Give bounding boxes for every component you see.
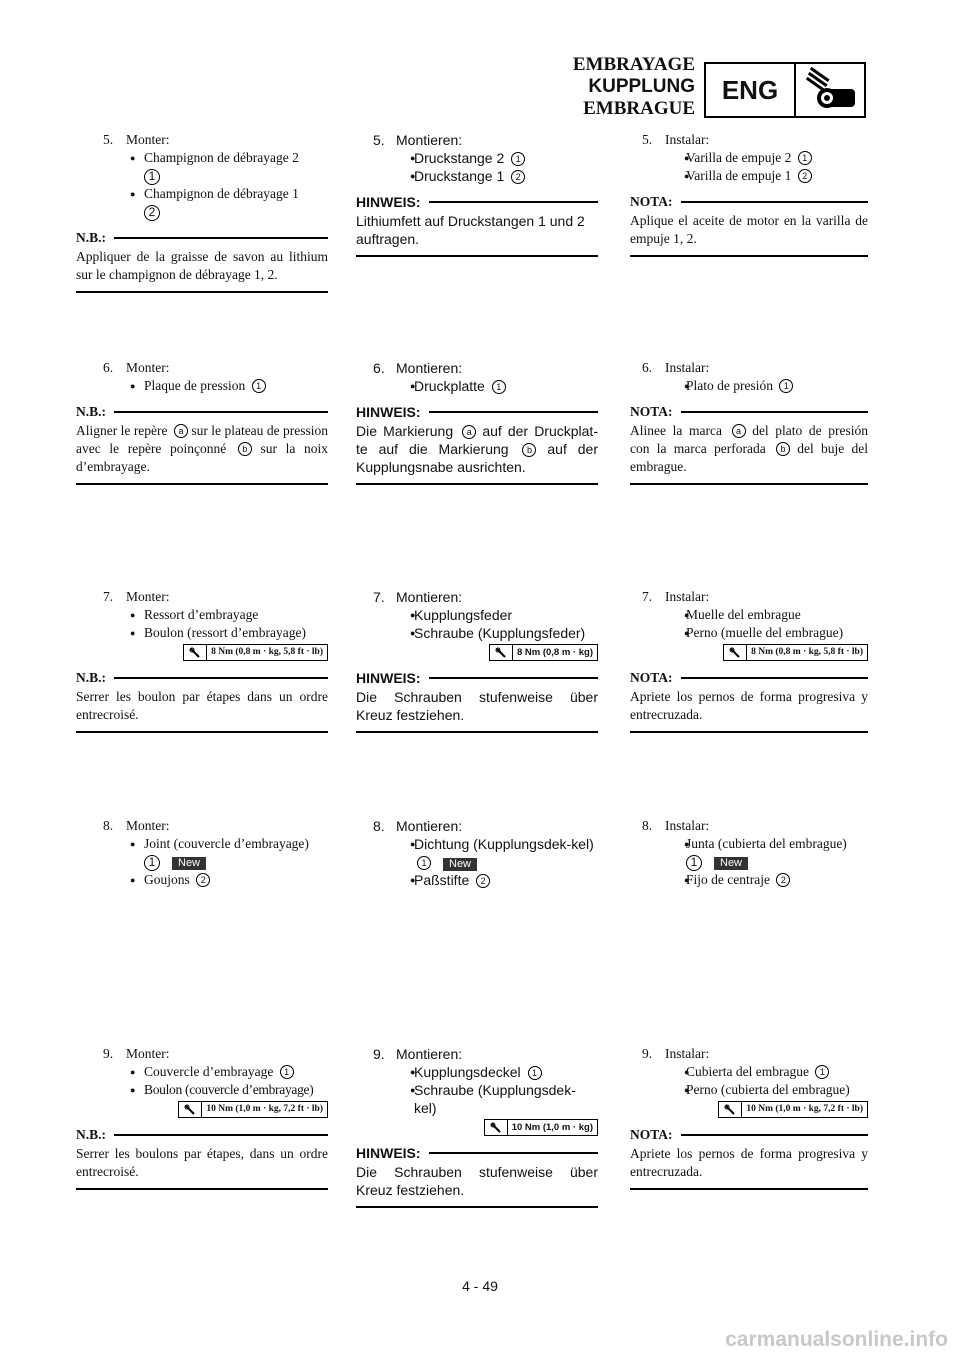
de-step-6: 6. Montieren: ● Druckplatte 1 HINWEIS: Die Markierung a auf der Druckplat-te auf die Markierung b auf der Kupplungsnabe ausrichten. <box>356 359 598 485</box>
fr-step-7: 7. Monter: ● Ressort d’embrayage ● Boulon (ressort d’embrayage) 8 Nm (0,8 m · kg, 5,8 ft · lb) N.B.: Serrer les boulon par étapes dans un ordre entrecroisé. <box>76 588 328 733</box>
wrench-icon <box>719 1102 742 1117</box>
new-badge: New <box>714 857 748 870</box>
note-text: Apriete los pernos de forma progresiva y entrecruzada. <box>630 689 868 722</box>
mark-a: a <box>732 424 746 438</box>
wrench-icon <box>490 645 513 660</box>
title-de: KUPPLUNG <box>588 76 695 97</box>
note-text: Serrer les boulons par étapes, dans un ordre entrecroisé. <box>76 1146 328 1179</box>
fr-step-6: 6. Monter: ● Plaque de pression 1 N.B.: Aligner le repère a sur le plateau de pression avec le repère poinçonné b sur la noix d’embrayage. <box>76 359 328 485</box>
es-step-5: 5. Instalar: ● Varilla de empuje 2 1 ● Varilla de empuje 1 2 NOTA: Aplique el aceite de motor en la varilla de empuje 1, 2. <box>630 131 868 257</box>
step-number: 5. <box>103 132 114 147</box>
ref-number: 1 <box>417 856 431 870</box>
title-fr: EMBRAYAGE <box>572 54 695 75</box>
list-item: ● Perno (cubierta del embrague) <box>630 1081 868 1099</box>
note-divider <box>76 483 328 485</box>
ref-number: 2 <box>144 205 160 221</box>
list-item: ● Perno (muelle del embrague) <box>630 624 868 642</box>
torque-spec: 8 Nm (0,8 m · kg) <box>356 644 598 661</box>
step-verb: Monter: <box>126 132 170 147</box>
torque-spec: 10 Nm (1,0 m · kg, 7,2 ft · lb) <box>76 1101 328 1118</box>
de-step-9: 9. Montieren: ● Kupplungsdeckel 1 ● Schraube (Kupplungsdek-kel) 10 Nm (1,0 m · kg) HINWEIS: Die Schrauben stufenweise über Kreuz festziehen. <box>356 1045 598 1208</box>
title-es: EMBRAGUE <box>583 98 695 119</box>
eng-label: ENG <box>706 64 796 116</box>
list-item: ● Muelle del embrague <box>630 606 868 624</box>
note-text: Alinee la marca a del plato de presión con la marca perforada b del buje del embrague. <box>630 423 869 474</box>
list-item: ● Couvercle d’embrayage 1 <box>76 1063 328 1081</box>
note-text: Die Markierung a auf der Druckplat-te auf die Markierung b auf der Kupplungsnabe ausrichten. <box>356 423 598 475</box>
de-step-8: 8. Montieren: ● Dichtung (Kupplungsdek-kel) 1 New ● Paßstifte 2 <box>356 817 598 889</box>
ref-number: 2 <box>196 873 210 887</box>
list-item: ● Cubierta del embrague 1 <box>630 1063 868 1081</box>
fr-step-9: 9. Monter: ● Couvercle d’embrayage 1 ● Boulon (couvercle d’embrayage) 10 Nm (1,0 m · kg, 7,2 ft · lb) N.B.: Serrer les boulons par étapes, dans un ordre entrecroisé. <box>76 1045 328 1190</box>
note-text: Apriete los pernos de forma progresiva y entrecruzada. <box>630 1146 868 1179</box>
mark-b: b <box>522 443 536 457</box>
wrench-icon <box>184 645 207 660</box>
note-header: NOTA: <box>630 1126 868 1144</box>
note-divider <box>630 255 868 257</box>
list-item: ● Druckstange 2 1 <box>356 149 598 167</box>
ref-number: 1 <box>511 152 525 166</box>
section-title <box>573 54 695 120</box>
de-step-5: 5. Montieren: ● Druckstange 2 1 ● Druckstange 1 2 HINWEIS: Lithiumfett auf Druckstangen 1 und 2 auftragen. <box>356 131 598 257</box>
note-text: Die Schrauben stufenweise über Kreuz festziehen. <box>356 689 598 723</box>
note-header: HINWEIS: <box>356 403 598 421</box>
wrench-icon <box>485 1120 508 1135</box>
note-header: N.B.: <box>76 403 328 421</box>
note-header: N.B.: <box>76 229 328 247</box>
note-header: NOTA: <box>630 403 868 421</box>
list-item: ● Champignon de débrayage 1 <box>76 185 328 203</box>
ref-number: 1 <box>779 379 793 393</box>
fr-step-5 <box>76 131 328 293</box>
mark-a: a <box>462 425 476 439</box>
note-text: Aligner le repère a sur le plateau de pression avec le repère poinçonné b sur la noix d’embrayage. <box>76 423 329 474</box>
list-item: ● Paßstifte 2 <box>356 871 598 889</box>
mark-a: a <box>174 424 188 438</box>
list-item: ● Dichtung (Kupplungsdek-kel) 1 New <box>356 835 598 871</box>
es-step-8: 8. Instalar: ● Junta (cubierta del embrague) 1 New ● Fijo de centraje 2 <box>630 817 868 889</box>
note-text: Lithiumfett auf Druckstangen 1 und 2 auftragen. <box>356 213 585 247</box>
torque-spec: 10 Nm (1,0 m · kg, 7,2 ft · lb) <box>630 1101 868 1118</box>
note-header: HINWEIS: <box>356 1144 598 1162</box>
wrench-icon <box>724 645 747 660</box>
list-item: ● Schraube (Kupplungsfeder) <box>356 624 598 642</box>
page-number: 4 - 49 <box>462 1278 498 1294</box>
eng-badge <box>704 62 866 118</box>
list-item: ● Varilla de empuje 1 2 <box>630 167 868 185</box>
torque-spec: 10 Nm (1,0 m · kg) <box>356 1119 598 1136</box>
list-item: ● Kupplungsfeder <box>356 606 598 624</box>
note-text: Die Schrauben stufenweise über Kreuz festziehen. <box>356 1164 598 1198</box>
engine-piston-icon <box>796 64 864 116</box>
list-item: ● Varilla de empuje 2 1 <box>630 149 868 167</box>
wrench-icon <box>179 1102 202 1117</box>
list-item: ● Junta (cubierta del embrague) <box>630 835 868 853</box>
es-step-6: 6. Instalar: ● Plato de presión 1 NOTA: Alinee la marca a del plato de presión con la marca perforada b del buje del embrague. <box>630 359 868 485</box>
torque-spec: 8 Nm (0,8 m · kg, 5,8 ft · lb) <box>630 644 868 661</box>
list-item: ● Kupplungsdeckel 1 <box>356 1063 598 1081</box>
fr-step-8: 8. Monter: ● Joint (couvercle d’embrayage) 1 New ● Goujons 2 <box>76 817 328 889</box>
ref-number: 1 <box>252 379 266 393</box>
list-item: ● Goujons 2 <box>76 871 328 889</box>
ref-number: 1 <box>528 1066 542 1080</box>
ref-number: 1 <box>815 1065 829 1079</box>
note-divider <box>356 731 598 733</box>
new-badge: New <box>172 857 206 870</box>
es-step-7: 7. Instalar: ● Muelle del embrague ● Perno (muelle del embrague) 8 Nm (0,8 m · kg, 5,8 ft · lb) NOTA: Apriete los pernos de forma progresiva y entrecruzada. <box>630 588 868 733</box>
list-item: ● Schraube (Kupplungsdek-kel) <box>356 1081 598 1117</box>
note-text: Appliquer de la graisse de savon au lithium sur le champignon de débrayage 1, 2. <box>76 249 328 282</box>
ref-number: 2 <box>776 873 790 887</box>
list-item: ● Druckplatte 1 <box>356 377 598 395</box>
ref-number: 2 <box>798 169 812 183</box>
note-header: HINWEIS: <box>356 193 598 211</box>
note-divider <box>630 483 868 485</box>
note-header: N.B.: <box>76 1126 328 1144</box>
de-step-7: 7. Montieren: ● Kupplungsfeder ● Schraube (Kupplungsfeder) 8 Nm (0,8 m · kg) HINWEIS: Die Schrauben stufenweise über Kreuz festziehen. <box>356 588 598 733</box>
list-item: ● Plaque de pression 1 <box>76 377 328 395</box>
list-item: ● Joint (couvercle d’embrayage) <box>76 835 328 853</box>
ref-number: 1 <box>686 855 702 871</box>
note-divider <box>356 483 598 485</box>
note-text: Serrer les boulon par étapes dans un ordre entrecroisé. <box>76 689 328 722</box>
note-text: Aplique el aceite de motor en la varilla de empuje 1, 2. <box>630 213 868 246</box>
ref-number: 1 <box>144 169 160 185</box>
note-divider <box>76 1188 328 1190</box>
list-item: ● Druckstange 1 2 <box>356 167 598 185</box>
list-item: ● Fijo de centraje 2 <box>630 871 868 889</box>
note-divider <box>76 291 328 293</box>
note-divider <box>356 1206 598 1208</box>
list-item: ● Boulon (couvercle d’embrayage) <box>76 1081 328 1099</box>
ref-number: 2 <box>511 170 525 184</box>
note-header: NOTA: <box>630 669 868 687</box>
list-item: ● Ressort d’embrayage <box>76 606 328 624</box>
new-badge: New <box>443 858 477 871</box>
note-header: N.B.: <box>76 669 328 687</box>
ref-number: 1 <box>798 151 812 165</box>
mark-b: b <box>238 442 252 456</box>
note-divider <box>630 1188 868 1190</box>
mark-b: b <box>776 442 790 456</box>
watermark: carmanualsonline.info <box>725 1328 948 1351</box>
es-step-9: 9. Instalar: ● Cubierta del embrague 1 ● Perno (cubierta del embrague) 10 Nm (1,0 m · kg, 7,2 ft · lb) NOTA: Apriete los pernos de forma progresiva y entrecruzada. <box>630 1045 868 1190</box>
ref-number: 1 <box>280 1065 294 1079</box>
note-divider <box>76 731 328 733</box>
note-header: HINWEIS: <box>356 669 598 687</box>
note-divider <box>630 731 868 733</box>
ref-number: 1 <box>144 855 160 871</box>
note-divider <box>356 255 598 257</box>
list-item: ● Champignon de débrayage 2 <box>76 149 328 167</box>
list-item: ● Boulon (ressort d’embrayage) <box>76 624 328 642</box>
torque-spec: 8 Nm (0,8 m · kg, 5,8 ft · lb) <box>76 644 328 661</box>
ref-number: 1 <box>492 380 506 394</box>
note-header: NOTA: <box>630 193 868 211</box>
list-item: ● Plato de presión 1 <box>630 377 868 395</box>
ref-number: 2 <box>476 874 490 888</box>
